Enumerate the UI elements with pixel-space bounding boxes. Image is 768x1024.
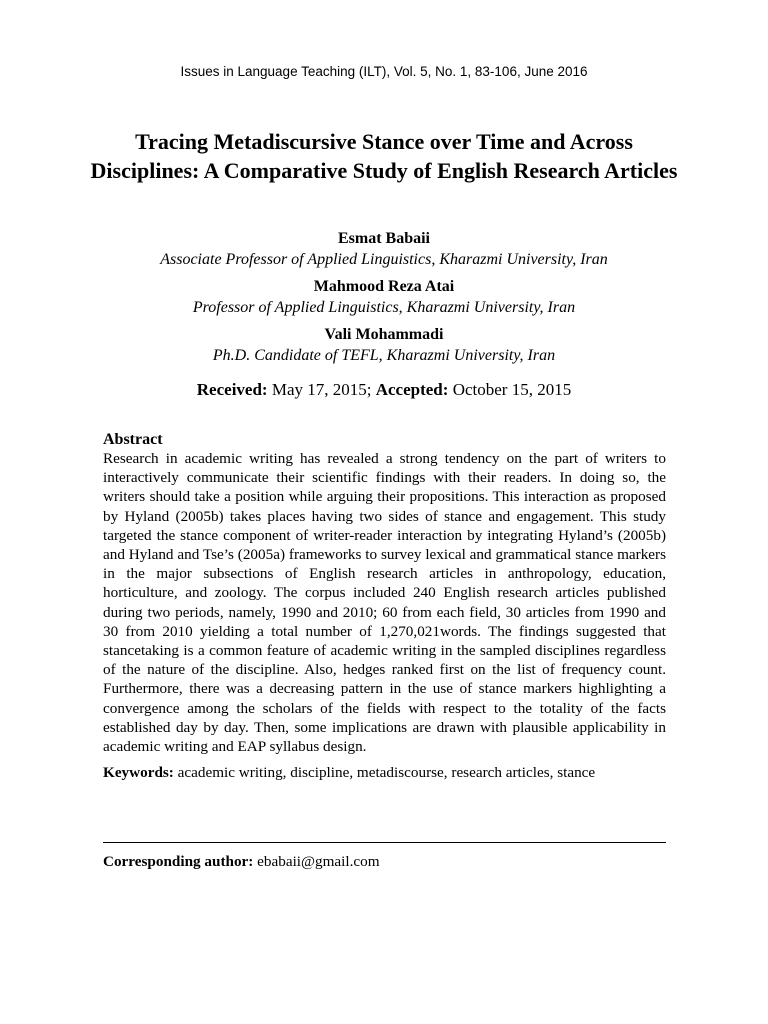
paper-title: Tracing Metadiscursive Stance over Time and Across Disciplines: A Comparative Study of English Research Articles xyxy=(90,129,678,183)
abstract-heading: Abstract xyxy=(103,431,163,448)
author-name: Esmat Babaii xyxy=(337,230,430,247)
footnote-divider xyxy=(103,842,666,843)
keywords-label: Keywords: xyxy=(103,764,174,782)
keywords xyxy=(103,763,666,782)
abstract-section xyxy=(103,430,666,782)
author-affiliation: Associate Professor of Applied Linguistics, Kharazmi University, Iran xyxy=(160,251,608,268)
author-name: Mahmood Reza Atai xyxy=(313,278,455,295)
corresponding-author-label: Corresponding author: xyxy=(103,853,254,870)
author-affiliation: Ph.D. Candidate of TEFL, Kharazmi University, Iran xyxy=(212,347,556,364)
submission-dates xyxy=(0,380,768,400)
accepted-label: Accepted: xyxy=(375,380,449,399)
received-date: May 17, 2015; xyxy=(271,380,372,399)
running-header: Issues in Language Teaching (ILT), Vol. 5, No. 1, 83-106, June 2016 xyxy=(180,64,588,79)
author-block xyxy=(60,276,708,318)
keywords-value: academic writing, discipline, metadiscourse, research articles, stance xyxy=(177,764,596,782)
abstract-body: Research in academic writing has revealed a strong tendency on the part of writers to interactively communicate their scientific findings with their readers. In doing so, the writers should take a position while arguing their propositions. This interaction as proposed by Hyland (2005b) takes places having two sides of stance and engagement. This study targeted the stance component of writer-reader interaction by integrating Hyland’s (2005b) and Hyland and Tse’s (2005a) frameworks to survey lexical and grammatical stance markers in the major subsections of English research articles in anthropology, education, horticulture, and zoology. The corpus included 240 English research articles published during two periods, namely, 1990 and 2010; 60 from each field, 30 articles from 1990 and 30 from 2010 yielding a total number of 1,270,021words. The findings suggested that stancetaking is a common feature of academic writing in the sampled disciplines regardless of the nature of the discipline. Also, hedges ranked first on the list of frequency count. Furthermore, there was a decreasing pattern in the use of stance markers highlighting a convergence among the scholars of the fields with respect to the totality of the facts established day by day. Then, some implications are drawn with plausible applicability in academic writing and EAP syllabus design. xyxy=(103,450,666,756)
author-block xyxy=(60,228,708,270)
received-label: Received: xyxy=(196,380,268,399)
accepted-date: October 15, 2015 xyxy=(452,380,572,399)
author-block xyxy=(60,324,708,366)
corresponding-author-email: ebabaii@gmail.com xyxy=(257,853,380,870)
author-affiliation: Professor of Applied Linguistics, Kharazmi University, Iran xyxy=(192,299,576,316)
author-list xyxy=(60,228,708,372)
corresponding-author xyxy=(103,853,380,871)
author-name: Vali Mohammadi xyxy=(324,326,444,343)
